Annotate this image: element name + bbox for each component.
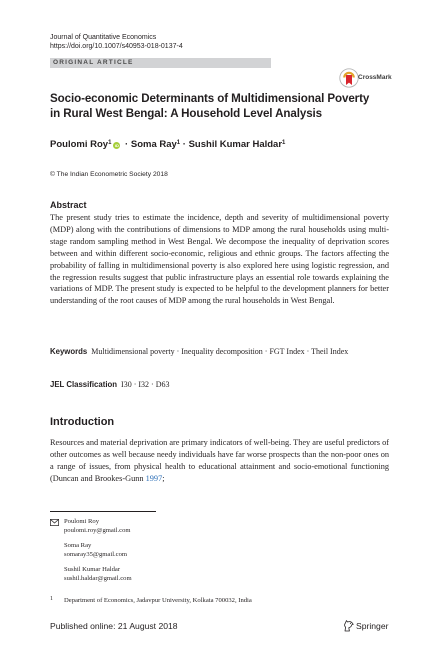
- jel-label: JEL Classification: [50, 380, 118, 389]
- jel-line: [50, 379, 169, 390]
- jel-codes: I30 · I32 · D63: [121, 380, 170, 389]
- corr-author-name-1: Poulomi Roy: [64, 518, 99, 525]
- copyright-notice: © The Indian Econometric Society 2018: [50, 171, 168, 178]
- author-name-1[interactable]: Poulomi Roy: [50, 139, 109, 150]
- footnote-divider: [50, 511, 156, 512]
- abstract-heading: Abstract: [50, 200, 87, 210]
- corr-author-name-3: Sushil Kumar Haldar: [64, 566, 121, 573]
- envelope-icon: [50, 519, 59, 526]
- introduction-heading: Introduction: [50, 416, 115, 428]
- corr-author-email-3[interactable]: sushil.haldar@gmail.com: [64, 575, 132, 582]
- citation-link[interactable]: 1997: [145, 473, 163, 483]
- article-title: Socio-economic Determinants of Multidimensional Poverty in Rural West Bengal: A Household Level Analysis: [50, 92, 370, 120]
- author-affil-3: 1: [282, 140, 286, 146]
- keywords-label: Keywords: [50, 347, 88, 356]
- introduction-tail: ;: [162, 473, 165, 483]
- crossmark-icon: [339, 68, 359, 88]
- springer-horse-icon: [343, 619, 354, 632]
- keywords-text: Multidimensional poverty · Inequality decomposition · FGT Index · Theil Index: [91, 347, 349, 356]
- author-separator: ·: [122, 139, 131, 150]
- springer-label: Springer: [356, 621, 389, 631]
- author-affil-1: 1: [108, 140, 112, 146]
- author-affil-2: 1: [176, 140, 181, 146]
- affiliation-number: 1: [50, 596, 53, 602]
- keywords-line: [50, 346, 389, 358]
- abstract-text: The present study tries to estimate the incidence, depth and severity of multidimensional poverty (MDP) along with the contributions of dimensions to MDP among the rural households using multi-stage random sampling method in West Bengal. We decompose the inequality of deprivation scores between and within different socio-economic, religious and ethnic groups. The factors affecting the probability of falling in multidimensional poverty is also explored here using logistic regression, and the regression results suggest that public infrastructure plays an essential role towards explaining the variations of MDP. The present study is expected to be helpful to the development planners for better understanding of the root causes of MDP among the rural households in West Bengal.: [50, 213, 389, 306]
- author-name-2[interactable]: Soma Ray: [130, 139, 177, 150]
- article-type-bar: [50, 58, 271, 68]
- corr-author-email-1[interactable]: poulomi.roy@gmail.com: [64, 527, 131, 534]
- corr-author-email-2[interactable]: somaray35@gmail.com: [64, 551, 128, 558]
- author-separator: ·: [180, 139, 189, 150]
- article-type-label: ORIGINAL ARTICLE: [53, 59, 134, 66]
- published-date: Published online: 21 August 2018: [50, 621, 178, 631]
- doi-link[interactable]: https://doi.org/10.1007/s40953-018-0137-4: [50, 43, 183, 50]
- orcid-icon[interactable]: iD: [114, 143, 119, 148]
- author-name-3[interactable]: Sushil Kumar Haldar: [188, 139, 283, 150]
- journal-name: Journal of Quantitative Economics: [50, 34, 157, 41]
- springer-logo[interactable]: [343, 619, 393, 633]
- introduction-text: [50, 437, 389, 485]
- author-list: [50, 137, 390, 151]
- introduction-body: Resources and material deprivation are primary indicators of well-being. They are useful predictors of other outcomes as well because needy individuals have far worse prospects than the non-poor ones on a range of issues, from physical health to educational attainment and socio-emotional functioning (Duncan and Brookes-Gunn: [50, 438, 389, 483]
- corr-author-name-2: Soma Ray: [64, 542, 92, 549]
- affiliation-text: Department of Economics, Jadavpur University, Kolkata 700032, India: [64, 597, 252, 604]
- crossmark-label: CrossMark: [358, 74, 392, 81]
